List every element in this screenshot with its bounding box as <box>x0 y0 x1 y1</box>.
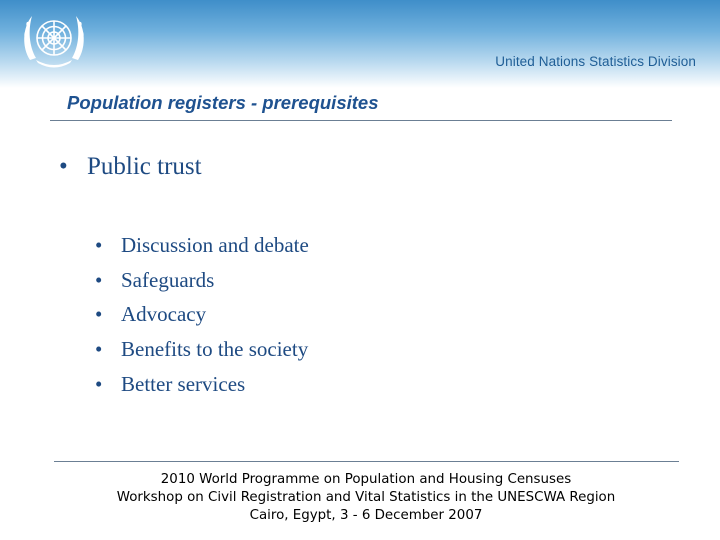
bullet-dot-icon: • <box>95 267 103 292</box>
bullet-dot-icon: • <box>95 337 103 362</box>
list-item-text: Advocacy <box>121 302 207 327</box>
slide-title: Population registers - prerequisites <box>67 92 379 113</box>
list-item-text: Benefits to the society <box>121 337 309 362</box>
sub-bullet-list <box>95 230 309 403</box>
title-divider <box>50 120 672 121</box>
list-item <box>95 265 309 300</box>
footer-divider <box>54 461 679 462</box>
header-band <box>0 0 720 88</box>
main-bullet <box>59 153 202 181</box>
list-item <box>95 334 309 369</box>
list-item <box>95 299 309 334</box>
list-item <box>95 230 309 265</box>
footer-line-2: Workshop on Civil Registration and Vital Statistics in the UNESCWA Region <box>116 490 616 505</box>
bullet-dot-icon: • <box>59 153 68 180</box>
list-item-text: Better services <box>121 371 246 396</box>
organization-name: United Nations Statistics Division <box>495 54 696 69</box>
footer <box>0 471 720 525</box>
list-item-text: Discussion and debate <box>121 233 309 257</box>
list-item <box>95 369 309 404</box>
bullet-dot-icon: • <box>95 302 103 327</box>
list-item-text: Safeguards <box>121 267 215 292</box>
bullet-dot-icon: • <box>95 371 103 396</box>
footer-line-3: Cairo, Egypt, 3 - 6 December 2007 <box>249 508 483 523</box>
un-emblem-icon <box>18 8 90 74</box>
bullet-dot-icon: • <box>95 233 103 257</box>
main-bullet-text: Public trust <box>87 153 202 180</box>
footer-line-1: 2010 World Programme on Population and Housing Censuses <box>160 472 572 487</box>
